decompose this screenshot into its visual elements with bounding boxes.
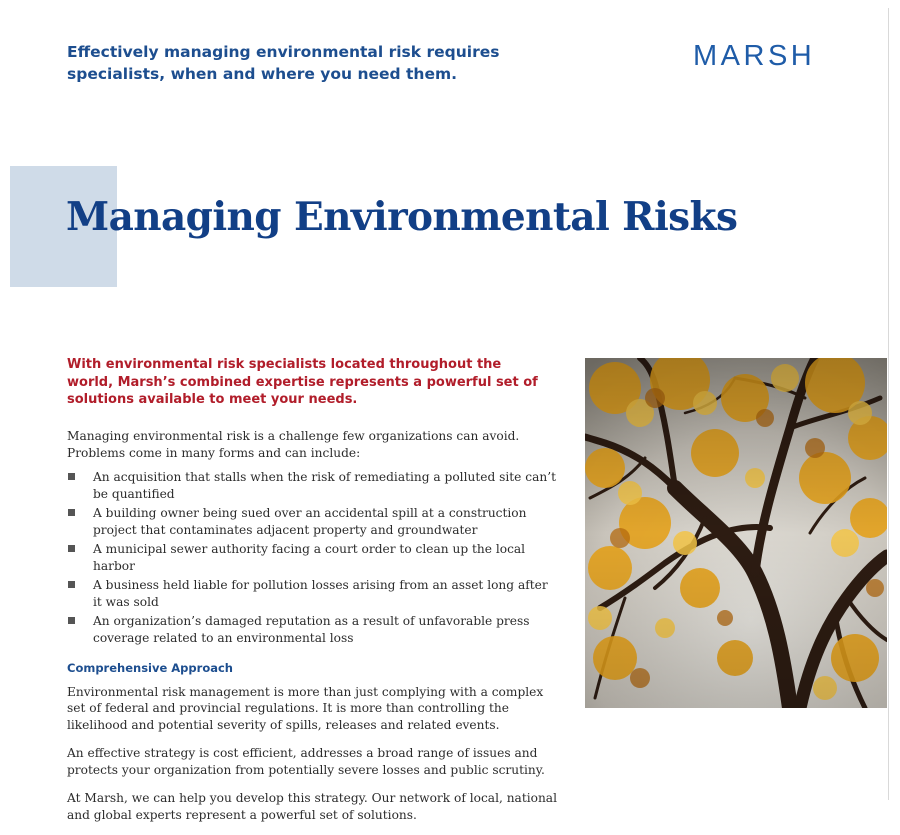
bullet-square-icon <box>68 617 75 624</box>
list-item <box>67 505 557 538</box>
lead-paragraph: Managing environmental risk is a challenge few organizations can avoid. Problems come in many forms and can include: <box>67 429 520 460</box>
body-paragraph: Environmental risk management is more than just complying with a complex set of federal and provincial regulations. It is more than controlling the likelihood and potential severity of spills, releases and related events. <box>67 684 544 732</box>
marsh-logo: MARSH <box>693 40 816 72</box>
list-item-text: A business held liable for pollution losses arising from an asset long after it was sold <box>93 578 548 609</box>
list-item <box>67 469 557 502</box>
list-item-text: A building owner being sued over an accidental spill at a construction project that contaminates adjacent property and groundwater <box>93 506 527 537</box>
bullet-square-icon <box>68 581 75 588</box>
body-paragraph: An effective strategy is cost efficient, addresses a broad range of issues and protects your organization from potentially severe losses and public scrutiny. <box>67 746 545 777</box>
risk-list <box>67 469 557 646</box>
list-item <box>67 541 557 574</box>
header-tagline: Effectively managing environmental risk requires specialists, when and where you need them. <box>67 43 500 83</box>
list-item <box>67 577 557 610</box>
page-title: Managing Environmental Risks <box>66 194 738 240</box>
bullet-square-icon <box>68 509 75 516</box>
list-item-text: An acquisition that stalls when the risk of remediating a polluted site can’t be quantified <box>93 470 556 501</box>
list-item-text: A municipal sewer authority facing a court order to clean up the local harbor <box>93 542 526 573</box>
list-item-text: An organization’s damaged reputation as a result of unfavorable press coverage related to an environmental loss <box>93 614 530 645</box>
intro-text: With environmental risk specialists located throughout the world, Marsh’s combined expertise represents a powerful set of solutions available to meet your needs. <box>67 357 538 407</box>
list-item <box>67 613 557 646</box>
bullet-square-icon <box>68 473 75 480</box>
autumn-tree-photo <box>585 358 887 708</box>
bullet-square-icon <box>68 545 75 552</box>
body-paragraph: At Marsh, we can help you develop this strategy. Our network of local, national and global experts represent a powerful set of solutions. <box>67 791 557 822</box>
page-edge-line <box>888 8 889 800</box>
body-content <box>67 428 557 835</box>
section-heading: Comprehensive Approach <box>67 661 233 675</box>
